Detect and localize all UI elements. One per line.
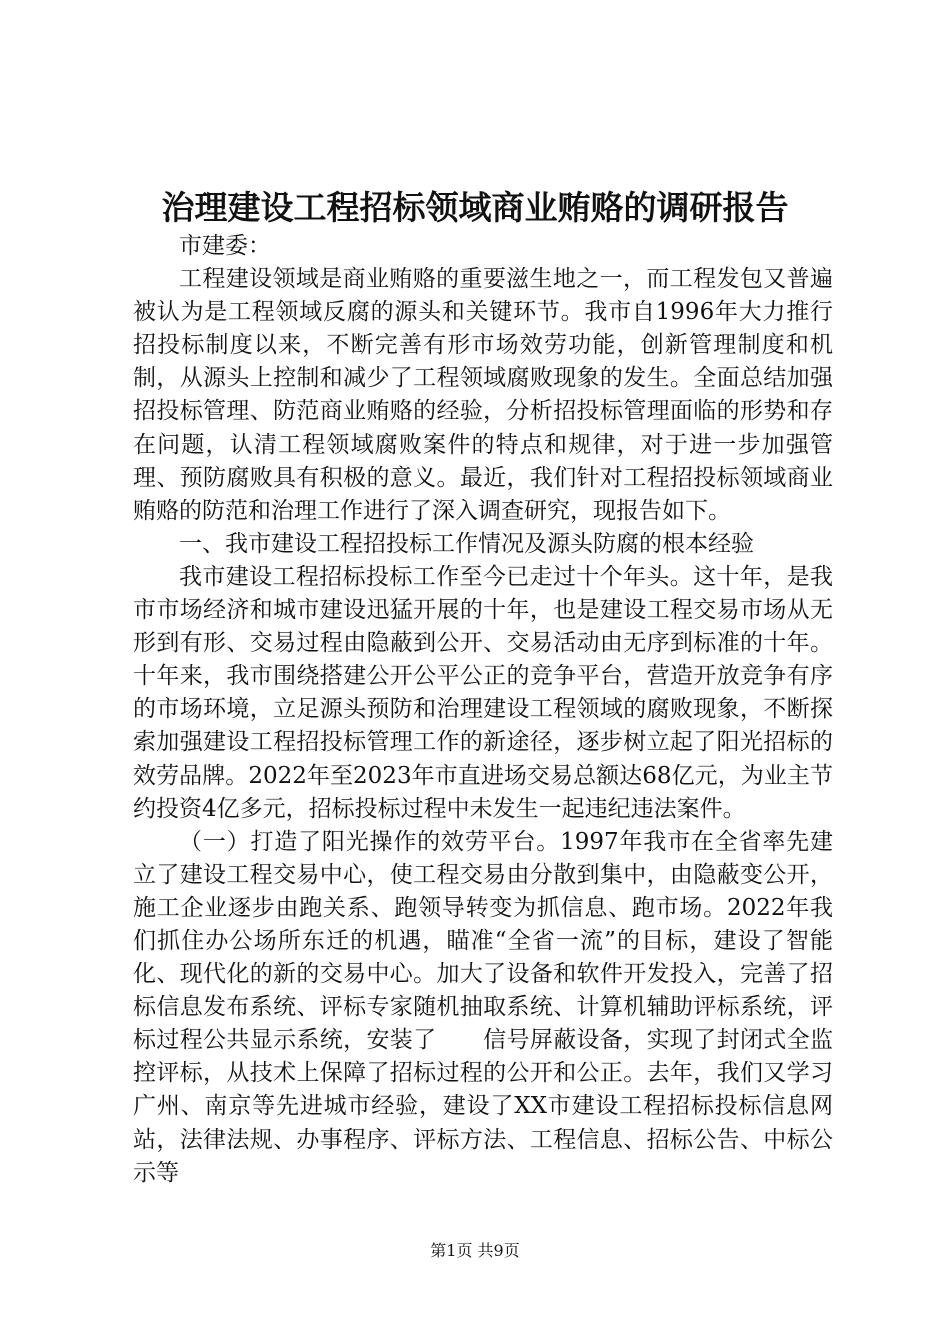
salutation: 市建委： — [179, 233, 271, 259]
document-body — [133, 230, 833, 1190]
document-title: 治理建设工程招标领域商业贿赂的调研报告 — [161, 188, 789, 227]
page-number-footer: 第1页 共9页 — [430, 1241, 520, 1260]
paragraph-subsection-one: （一）打造了阳光操作的效劳平台。1997年我市在全省率先建立了建设工程交易中心，使工程交易由分散到集中，由隐蔽变公开，施工企业逐步由跑关系、跑领导转变为抓信息、跑市场。2022年我们抓住办公场所东迁的机遇，瞄准“全省一流”的目标，建设了智能化、现代化的新的交易中心。加大了设备和软件开发投入，完善了招标信息发布系统、评标专家随机抽取系统、计算机辅助评标系统，评标过程公共显示系统，安装了 信号屏蔽设备，实现了封闭式全监控评标，从技术上保障了招标过程的公开和公正。去年，我们又学习广州、南京等先进城市经验，建设了XX市建设工程招标投标信息网站，法律法规、办事程序、评标方法、工程信息、招标公告、中标公示等 — [133, 828, 833, 1186]
section-heading: 一、我市建设工程招投标工作情况及源头防腐的根本经验 — [179, 530, 754, 557]
paragraph-intro: 工程建设领域是商业贿赂的重要滋生地之一，而工程发包又普遍被认为是工程领域反腐的源头和关键环节。我市自1996年大力推行招投标制度以来，不断完善有形市场效劳功能，创新管理制度和机制，从源头上控制和减少了工程领域腐败现象的发生。全面总结加强招投标管理、防范商业贿赂的经验，分析招投标管理面临的形势和存在问题，认清工程领域腐败案件的特点和规律，对于进一步加强管理、预防腐败具有积极的意义。最近，我们针对工程招投标领域商业贿赂的防范和治理工作进行了深入调查研究，现报告如下。 — [133, 266, 833, 524]
paragraph-overview: 我市建设工程招标投标工作至今已走过十个年头。这十年，是我市市场经济和城市建设迅猛开展的十年，也是建设工程交易市场从无形到有形、交易过程由隐蔽到公开、交易活动由无序到标准的十年。十年来，我市围绕搭建公开公平公正的竞争平台，营造开放竞争有序的市场环境，立足源头预防和治理建设工程领域的腐败现象，不断探索加强建设工程招投标管理工作的新途径，逐步树立起了阳光招标的效劳品牌。2022年至2023年市直进场交易总额达68亿元，为业主节约投资4亿多元，招标投标过程中未发生一起违纪违法案件。 — [133, 563, 833, 822]
